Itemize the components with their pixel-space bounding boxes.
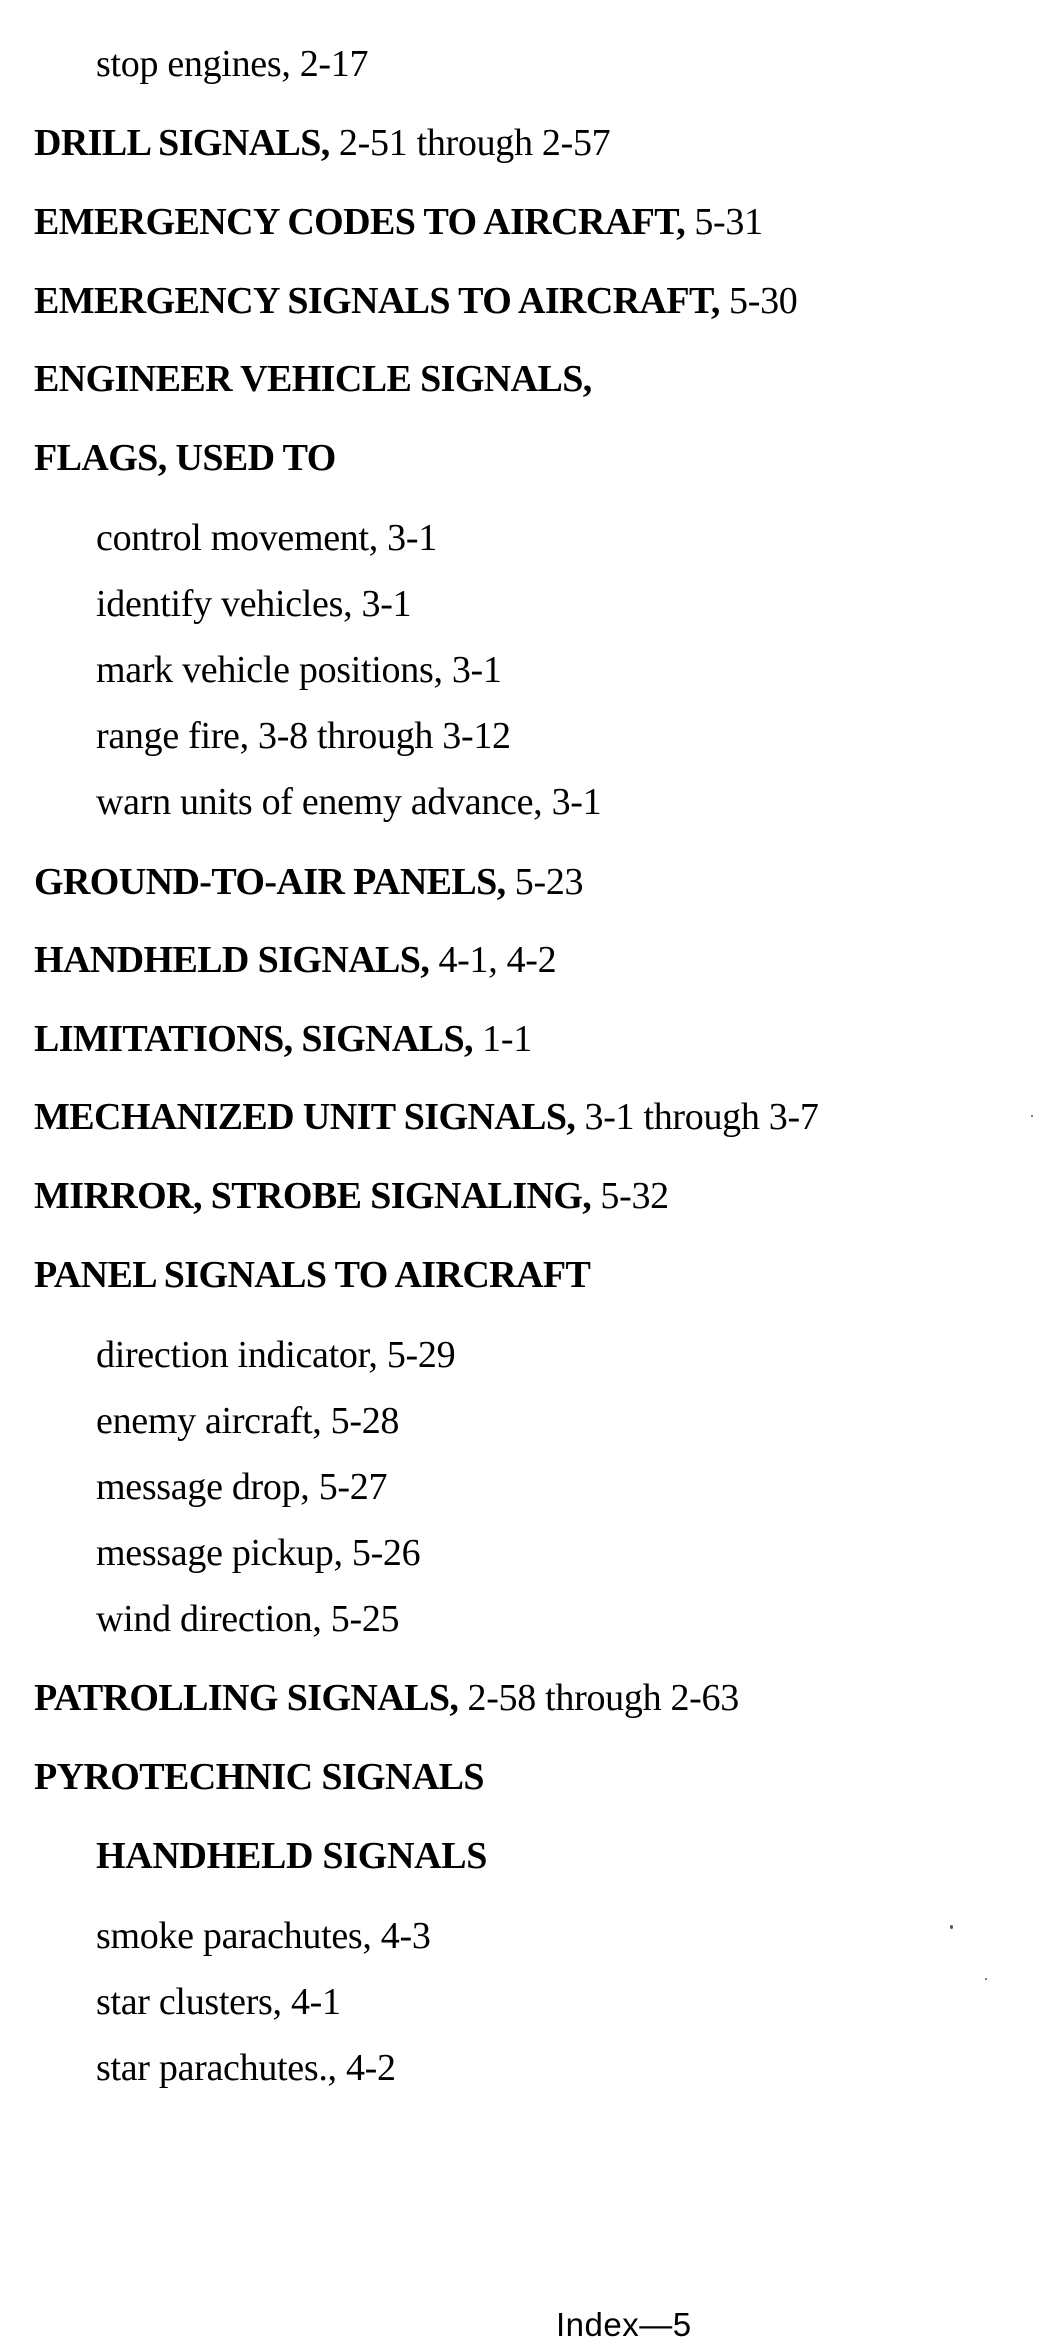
- index-term: EMERGENCY CODES TO AIRCRAFT,: [34, 201, 686, 243]
- index-entry: [34, 436, 336, 480]
- index-page-reference: 5-29: [386, 1334, 456, 1376]
- index-term: PYROTECHNIC SIGNALS: [34, 1756, 484, 1798]
- index-term: stop engines,: [96, 43, 291, 85]
- index-term: HANDHELD SIGNALS,: [34, 939, 430, 981]
- index-term: message drop,: [96, 1466, 310, 1508]
- index-term: direction indicator,: [96, 1334, 378, 1376]
- index-entry: [34, 938, 556, 982]
- index-page-reference: 1-1: [482, 1018, 532, 1060]
- index-page-reference: 5-31: [694, 201, 763, 243]
- index-term: mark vehicle positions,: [96, 649, 443, 691]
- index-entry: [96, 1834, 487, 1878]
- index-term: PATROLLING SIGNALS,: [34, 1677, 459, 1719]
- index-subentry: [96, 516, 437, 560]
- index-page-reference: 4-1, 4-2: [438, 939, 557, 981]
- scan-speck: [950, 1925, 953, 1929]
- index-subentry: [96, 1980, 341, 2024]
- index-entry: [34, 357, 592, 401]
- index-page-reference: 3-1: [451, 649, 502, 691]
- index-term: PANEL SIGNALS TO AIRCRAFT: [34, 1254, 591, 1296]
- index-term: FLAGS, USED TO: [34, 437, 336, 479]
- scan-speck: [1031, 1115, 1033, 1117]
- index-entry: [34, 1755, 484, 1799]
- index-page-reference: 2-17: [299, 43, 369, 85]
- index-page-reference: 5-32: [600, 1175, 669, 1217]
- index-term: smoke parachutes,: [96, 1915, 372, 1957]
- index-page-reference: 3-8 through 3-12: [258, 715, 511, 757]
- index-term: LIMITATIONS, SIGNALS,: [34, 1018, 473, 1060]
- index-page-reference: 5-30: [729, 280, 798, 322]
- index-term: star parachutes.,: [96, 2047, 337, 2089]
- index-term: HANDHELD SIGNALS: [96, 1835, 488, 1877]
- index-page-reference: 2-58 through 2-63: [467, 1677, 739, 1719]
- index-page-reference: 2-51 through 2-57: [338, 122, 611, 164]
- index-entry: [34, 200, 763, 244]
- index-subentry: [96, 648, 502, 692]
- index-page-reference: 4-1: [290, 1981, 341, 2023]
- index-subentry: [96, 582, 411, 626]
- index-subentry: [96, 780, 601, 824]
- index-term: enemy aircraft,: [96, 1400, 322, 1442]
- index-term: EMERGENCY SIGNALS TO AIRCRAFT,: [34, 280, 720, 322]
- index-term: message pickup,: [96, 1532, 343, 1574]
- index-entry: [34, 1017, 532, 1061]
- index-entry: [34, 279, 798, 323]
- index-page-reference: 3-1: [361, 583, 412, 625]
- index-subentry: [96, 1914, 431, 1958]
- index-subentry: [96, 1531, 420, 1575]
- index-page-reference: 5-27: [318, 1466, 388, 1508]
- page-footer-label: Index—5: [556, 2306, 692, 2343]
- index-subentry: [96, 1465, 387, 1509]
- index-subentry: [96, 42, 368, 86]
- index-subentry: [96, 1333, 455, 1377]
- index-entry: [34, 860, 583, 904]
- index-term: warn units of enemy advance,: [96, 781, 543, 823]
- index-page-reference: 3-1 through 3-7: [584, 1096, 819, 1138]
- index-subentry: [96, 714, 511, 758]
- index-page-reference: 3-1: [551, 781, 602, 823]
- index-page-reference: 4-3: [380, 1915, 431, 1957]
- index-subentry: [96, 2046, 396, 2090]
- index-entry: [34, 121, 610, 165]
- index-entry: [34, 1253, 590, 1297]
- index-page-reference: 5-23: [514, 861, 584, 903]
- index-page-reference: 4-2: [345, 2047, 396, 2089]
- index-term: star clusters,: [96, 1981, 282, 2023]
- index-term: DRILL SIGNALS,: [34, 122, 330, 164]
- index-entry: [34, 1676, 739, 1720]
- index-term: range fire,: [96, 715, 249, 757]
- index-term: ENGINEER VEHICLE SIGNALS,: [34, 358, 592, 400]
- index-page-reference: 3-1: [387, 517, 437, 559]
- index-page-reference: 5-26: [351, 1532, 421, 1574]
- index-entry: [34, 1095, 819, 1139]
- index-page-reference: 5-25: [330, 1598, 400, 1640]
- index-subentry: [96, 1399, 399, 1443]
- index-term: control movement,: [96, 517, 378, 559]
- index-subentry: [96, 1597, 399, 1641]
- index-page-reference: 5-28: [330, 1400, 400, 1442]
- index-term: GROUND-TO-AIR PANELS,: [34, 861, 506, 903]
- index-term: identify vehicles,: [96, 583, 353, 625]
- scan-speck: [985, 1978, 987, 1980]
- index-entry: [34, 1174, 669, 1218]
- index-term: wind direction,: [96, 1598, 322, 1640]
- index-term: MIRROR, STROBE SIGNALING,: [34, 1175, 592, 1217]
- index-term: MECHANIZED UNIT SIGNALS,: [34, 1096, 576, 1138]
